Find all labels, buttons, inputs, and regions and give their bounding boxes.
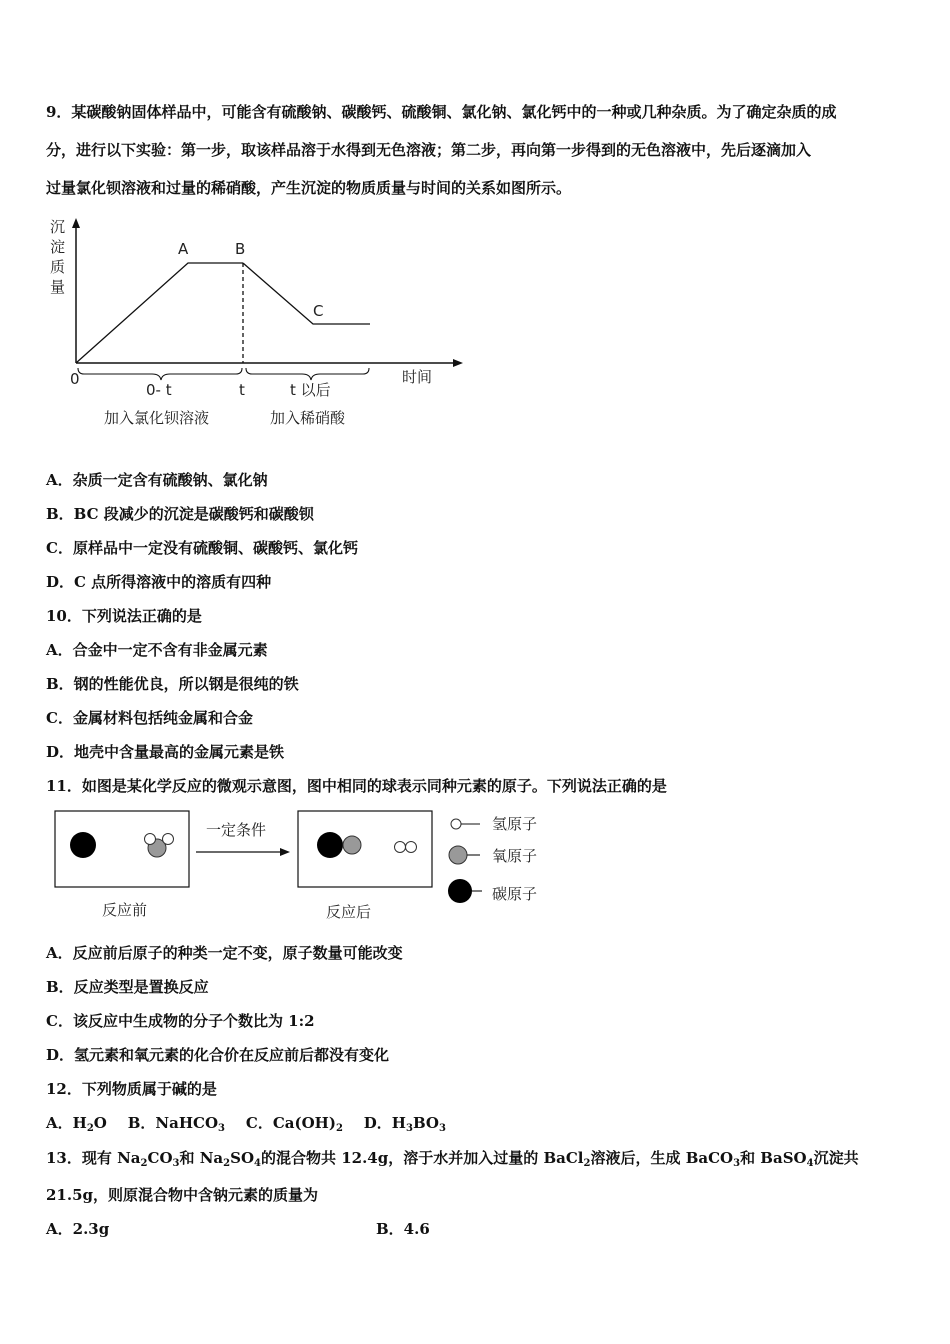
legend-oxygen-atom [449, 846, 467, 864]
q10-option-a: A．合金中一定不含有非金属元素 [46, 641, 268, 659]
legend-hydrogen-label: 氢原子 [492, 815, 538, 833]
brace-range1 [78, 368, 242, 380]
reaction-micro-diagram [50, 805, 570, 930]
legend-hydrogen-atom [451, 819, 461, 829]
origin-label: 0 [70, 370, 80, 388]
q11-option-d: D．氢元素和氧元素的化合价在反应前后都没有变化 [46, 1046, 390, 1064]
precipitate-curve-rise [76, 263, 243, 363]
legend-oxygen-label: 氧原子 [492, 847, 538, 865]
phase1-label: 加入氯化钡溶液 [104, 409, 210, 427]
q11-option-c: C．该反应中生成物的分子个数比为 1:2 [46, 1012, 315, 1030]
q10-stem: 10．下列说法正确的是 [46, 607, 202, 625]
q12-stem: 12．下列物质属于碱的是 [46, 1080, 217, 1098]
range2-label: t 以后 [290, 381, 331, 399]
range1-label: 0- t [146, 381, 172, 399]
q12-option-b: B．NaHCO$_3$ [127, 1114, 226, 1134]
x-axis-arrow [453, 359, 463, 367]
q12-option-d: D．$H_3BO_3$ [363, 1114, 446, 1134]
q9-option-d: D．C 点所得溶液中的溶质有四种 [46, 573, 272, 591]
y-label-char: 沉 [50, 218, 66, 236]
precipitate-mass-graph [40, 210, 480, 440]
q9-option-b: B．BC 段减少的沉淀是碳酸钙和碳酸钡 [46, 505, 314, 523]
oxygen-atom [343, 836, 361, 854]
carbon-atom [317, 832, 343, 858]
q12-option-c: C．$Ca(OH)_2$ [245, 1114, 343, 1134]
y-axis-arrow [72, 218, 80, 228]
q11-stem: 11．如图是某化学反应的微观示意图，图中相同的球表示同种元素的原子。下列说法正确的是 [46, 777, 667, 795]
hydrogen-atom [145, 834, 156, 845]
phase2-label: 加入稀硝酸 [270, 409, 346, 427]
q10-option-c: C．金属材料包括纯金属和合金 [46, 709, 253, 727]
hydrogen-atom [406, 842, 417, 853]
q13-option-b: B．4.6 [376, 1220, 430, 1238]
before-label: 反应前 [102, 901, 148, 919]
hydrogen-atom [163, 834, 174, 845]
q11-option-b: B．反应类型是置换反应 [46, 978, 209, 996]
q9-option-a: A．杂质一定含有硫酸钠、氯化钠 [46, 471, 268, 489]
legend-carbon-label: 碳原子 [492, 885, 538, 903]
q9-stem-line2: 分，进行以下实验：第一步，取该样品溶于水得到无色溶液；第二步，再向第一步得到的无色溶液中，先后逐滴加入 [46, 141, 812, 159]
q9-stem-line1: 9．某碳酸钠固体样品中，可能含有硫酸钠、碳酸钙、硫酸铜、氯化钠、氯化钙中的一种或几种杂质。为了确定杂质的成 [46, 103, 837, 121]
q12-option-a: A．$H_2O$ [46, 1114, 107, 1134]
y-label-char: 淀 [50, 238, 66, 256]
q12-options [46, 1112, 446, 1134]
point-b-label: B [235, 240, 246, 258]
q13-stem-line1: 13．现有 $Na_2CO_3$和 $Na_2SO_4$的混合物共 12.4g，溶于水并加入过量的 BaCl$_2$溶液后，生成 BaCO$_3$和 BaSO$_4$沉淀共 [46, 1149, 859, 1169]
x-axis-label: 时间 [402, 368, 433, 386]
q11-option-a: A．反应前后原子的种类一定不变，原子数量可能改变 [46, 944, 403, 962]
brace-range2 [246, 368, 369, 380]
y-label-char: 量 [50, 278, 66, 296]
hydrogen-atom [395, 842, 406, 853]
tick-t-label: t [239, 381, 245, 399]
condition-label: 一定条件 [206, 821, 267, 839]
q13-option-a: A．2.3g [46, 1220, 110, 1238]
carbon-atom [70, 832, 96, 858]
reaction-arrowhead [280, 848, 290, 856]
q13-stem-line2: 21.5g，则原混合物中含钠元素的质量为 [46, 1186, 319, 1204]
q9-option-c: C．原样品中一定没有硫酸铜、碳酸钙、氯化钙 [46, 539, 358, 557]
point-c-label: C [313, 302, 324, 320]
point-a-label: A [178, 240, 189, 258]
q10-option-d: D．地壳中含量最高的金属元素是铁 [46, 743, 285, 761]
y-label-char: 质 [50, 258, 66, 276]
precipitate-curve-fall [243, 263, 370, 324]
after-label: 反应后 [326, 903, 372, 921]
q9-stem-line3: 过量氯化钡溶液和过量的稀硝酸，产生沉淀的物质质量与时间的关系如图所示。 [46, 179, 572, 197]
legend-carbon-atom [448, 879, 472, 903]
q10-option-b: B．钢的性能优良，所以钢是很纯的铁 [46, 675, 299, 693]
